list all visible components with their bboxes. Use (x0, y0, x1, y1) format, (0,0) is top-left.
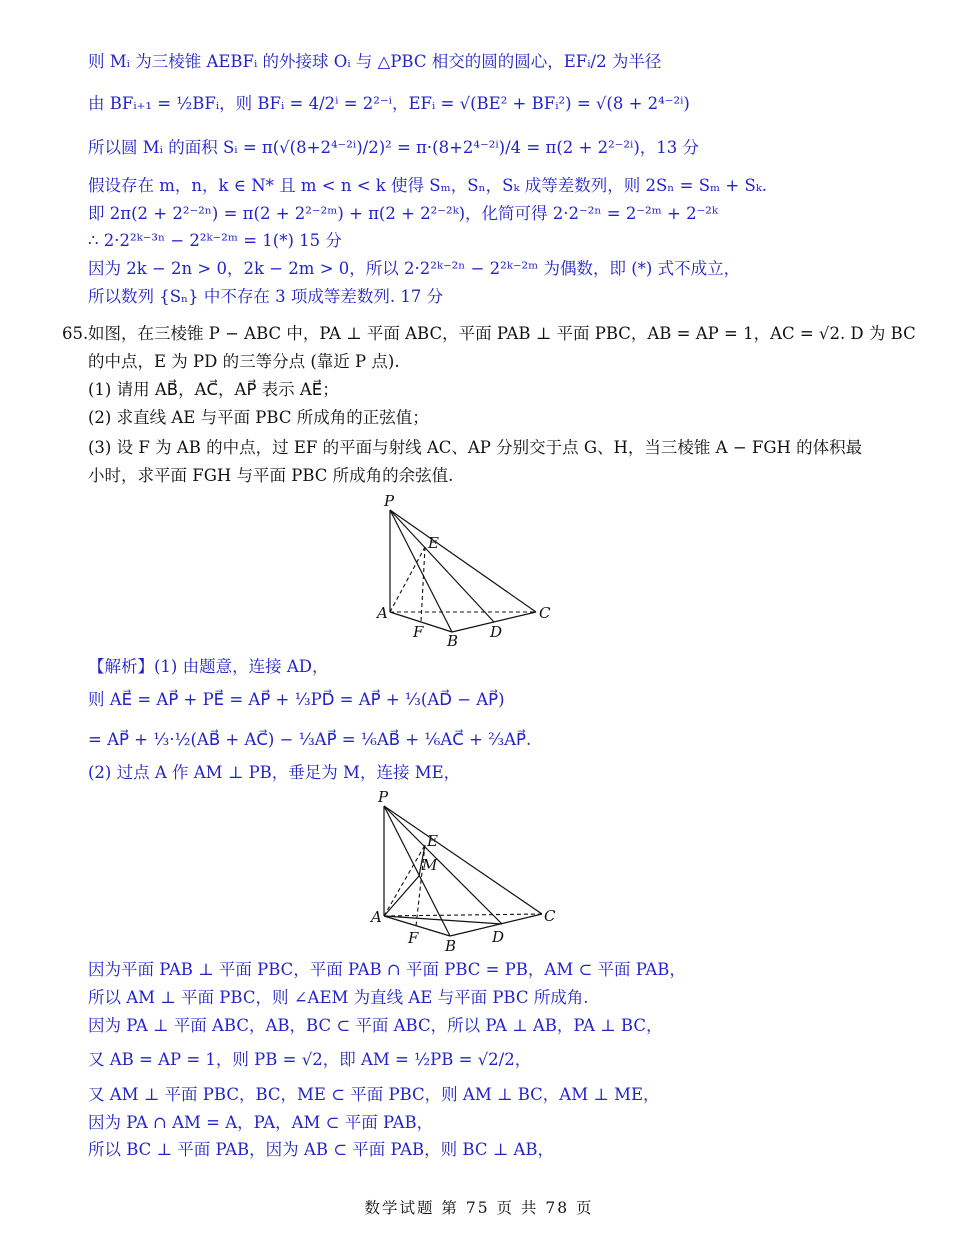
prev-solution-line-5: 即 2π(2 + 2²⁻²ⁿ) = π(2 + 2²⁻²ᵐ) + π(2 + 2²⁻²ᵏ)，化简可得 2·2⁻²ⁿ = 2⁻²ᵐ + 2⁻²ᵏ (88, 204, 718, 223)
edge-AC-dashed (384, 914, 542, 916)
label-D: D (492, 928, 505, 946)
problem-stem-line-2: 的中点，E 为 PD 的三等分点 (靠近 P 点). (88, 352, 400, 371)
label-C: C (539, 604, 551, 622)
label-P: P (384, 494, 395, 510)
segment-AE-dashed (384, 845, 425, 916)
label-E: E (427, 832, 438, 850)
prev-solution-line-4: 假设存在 m，n，k ∈ N* 且 m < n < k 使得 Sₘ，Sₙ，Sₖ 成等差数列，则 2Sₙ = Sₘ + Sₖ. (88, 176, 768, 195)
label-A: A (371, 908, 382, 926)
label-E: E (428, 534, 439, 552)
prev-solution-line-3: 所以圆 Mᵢ 的面积 Sᵢ = π(√(8+2⁴⁻²ⁱ)/2)² = π·(8+2⁴⁻²ⁱ)/4 = π(2 + 2²⁻²ⁱ)，13 分 (88, 138, 699, 157)
label-C: C (544, 907, 556, 925)
label-F: F (413, 623, 424, 641)
edge-PD (390, 510, 494, 622)
solution-line-9: 又 AM ⊥ 平面 PBC，BC，ME ⊂ 平面 PBC，则 AM ⊥ BC，AM ⊥ ME， (88, 1085, 660, 1104)
segment-AE-dashed (390, 547, 425, 612)
segment-EF-dashed (421, 547, 425, 622)
edge-PC (384, 806, 542, 914)
segment-AM (384, 876, 419, 916)
label-D: D (490, 623, 503, 641)
prev-solution-line-1: 则 Mᵢ 为三棱锥 AEBFᵢ 的外接球 Oᵢ 与 △PBC 相交的圆的圆心，EFᵢ/2 为半径 (88, 52, 662, 71)
prev-solution-line-7: 因为 2k − 2n > 0，2k − 2m > 0，所以 2·2²ᵏ⁻²ⁿ − 2²ᵏ⁻²ᵐ 为偶数，即 (*) 式不成立， (88, 259, 741, 278)
label-B: B (447, 632, 459, 650)
solution-line-5: 因为平面 PAB ⊥ 平面 PBC，平面 PAB ∩ 平面 PBC = PB，AM ⊂ 平面 PAB， (88, 960, 686, 979)
solution-line-1: 【解析】(1) 由题意，连接 AD， (88, 657, 329, 676)
problem-part-2: (2) 求直线 AE 与平面 PBC 所成角的正弦值； (88, 408, 429, 427)
problem-part-1: (1) 请用 AB⃗，AC⃗，AP⃗ 表示 AE⃗； (88, 380, 339, 399)
problem-part-3-line-2: 小时，求平面 FGH 与平面 PBC 所成角的余弦值. (88, 466, 454, 485)
prev-solution-line-8: 所以数列 {Sₙ} 中不存在 3 项成等差数列. 17 分 (88, 287, 444, 306)
problem-stem-line-1: 如图，在三棱锥 P − ABC 中，PA ⊥ 平面 ABC，平面 PAB ⊥ 平面 PBC，AB = AP = 1，AC = √2. D 为 BC (88, 324, 916, 343)
prev-solution-line-2: 由 BFᵢ₊₁ = ½BFᵢ，则 BFᵢ = 4/2ⁱ = 2²⁻ⁱ，EFᵢ = √(BE² + BFᵢ²) = √(8 + 2⁴⁻²ⁱ) (88, 94, 690, 113)
label-B: B (445, 937, 457, 955)
label-F: F (408, 929, 419, 947)
label-P: P (378, 790, 389, 806)
problem-number: 65. (62, 324, 89, 343)
solution-line-6: 所以 AM ⊥ 平面 PBC，则 ∠AEM 为直线 AE 与平面 PBC 所成角. (88, 988, 589, 1007)
solution-line-2: 则 AE⃗ = AP⃗ + PE⃗ = AP⃗ + ⅓PD⃗ = AP⃗ + ⅓(AD⃗ − AP⃗) (88, 690, 505, 709)
solution-line-11: 所以 BC ⊥ 平面 PAB，因为 AB ⊂ 平面 PAB，则 BC ⊥ AB， (88, 1140, 555, 1159)
tetrahedron-figure-with-M (366, 790, 562, 956)
tetrahedron-figure (368, 494, 558, 650)
solution-line-10: 因为 PA ∩ AM = A，PA，AM ⊂ 平面 PAB， (88, 1113, 434, 1132)
edge-PC (390, 510, 536, 612)
solution-line-8: 又 AB = AP = 1，则 PB = √2，即 AM = ½PB = √2/2， (88, 1050, 532, 1069)
problem-part-3-line-1: (3) 设 F 为 AB 的中点，过 EF 的平面与射线 AC、AP 分别交于点 G、H，当三棱锥 A − FGH 的体积最 (88, 438, 863, 457)
page-footer: 数学试题 第 75 页 共 78 页 (364, 1199, 594, 1217)
label-M: M (422, 856, 438, 874)
solution-line-7: 因为 PA ⊥ 平面 ABC，AB，BC ⊂ 平面 ABC，所以 PA ⊥ AB，PA ⊥ BC， (88, 1016, 663, 1035)
edge-PD (384, 806, 502, 924)
label-A: A (377, 604, 388, 622)
prev-solution-line-6: ∴ 2·2²ᵏ⁻³ⁿ − 2²ᵏ⁻²ᵐ = 1(*) 15 分 (88, 231, 342, 250)
solution-line-4: (2) 过点 A 作 AM ⊥ PB，垂足为 M，连接 ME， (88, 763, 461, 782)
solution-line-3: = AP⃗ + ⅓·½(AB⃗ + AC⃗) − ⅓AP⃗ = ⅙AB⃗ + ⅙AC⃗ + ⅔AP⃗. (88, 730, 532, 749)
